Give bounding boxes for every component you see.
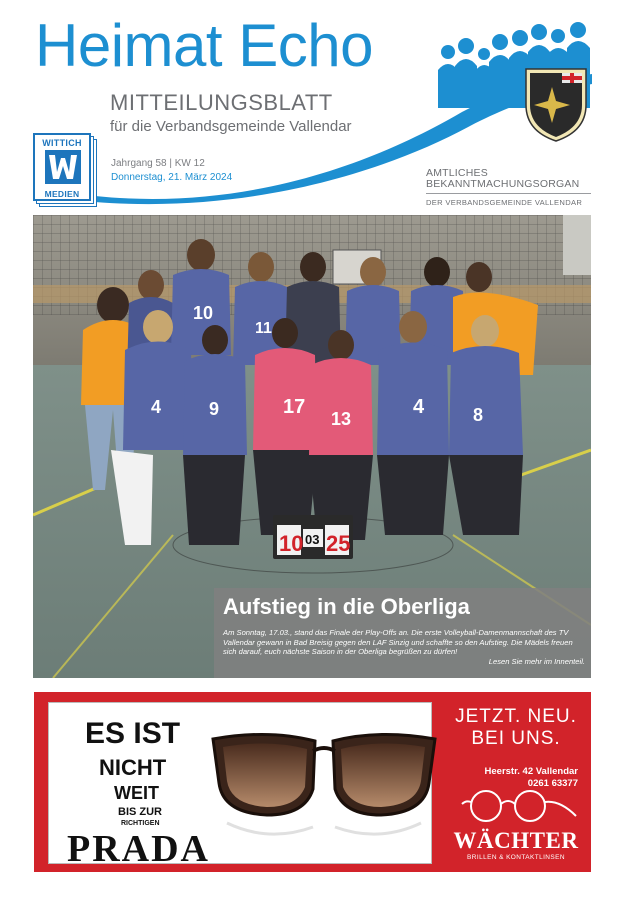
cover-caption xyxy=(223,628,585,666)
divider xyxy=(426,193,591,194)
ad-phone[interactable]: 0261 63377 xyxy=(527,778,578,789)
ad-headline-2: NICHT xyxy=(99,755,167,780)
score-left: 10 xyxy=(279,531,304,556)
jersey-number: 17 xyxy=(283,396,306,418)
jersey-number: 10 xyxy=(193,303,214,323)
masthead-subtitle-region: für die Verbandsgemeinde Vallendar xyxy=(110,118,352,135)
logo-text-top: WITTICH xyxy=(42,138,82,148)
official-organ-sub: DER VERBANDSGEMEINDE VALLENDAR xyxy=(426,198,583,207)
masthead-title: Heimat Echo xyxy=(35,12,373,79)
cover-caption-box xyxy=(214,588,591,678)
jersey-number: 4 xyxy=(413,396,425,418)
masthead-subtitle: MITTEILUNGSBLATT xyxy=(110,90,333,115)
cover-caption-text: Am Sonntag, 17.03., stand das Finale der Play-Offs an. Die erste Volleyball-Damenmannschaft des TV Vallendar gewann in Bad Breisig gegen den LAF Sinzig und schaffte so den Aufstieg. Die Mädels freuen sich darauf, euch nächste Saison in der Oberliga begrüßen zu dürfen! xyxy=(223,628,573,657)
jersey-number: 9 xyxy=(209,399,220,419)
ad-headline-5: RICHTIGEN xyxy=(121,820,160,827)
masthead xyxy=(0,0,625,215)
logo-text-bottom: MEDIEN xyxy=(44,189,80,199)
score-sets: 03 xyxy=(305,532,320,547)
ad-tagline-2: BEI UNS. xyxy=(471,728,561,749)
ad-headline-3: WEIT xyxy=(114,783,159,803)
eyeglasses-icon xyxy=(460,786,578,830)
w-mark-icon xyxy=(45,150,81,184)
ad-headline-4: BIS ZUR xyxy=(118,806,162,818)
official-line-1: AMTLICHES xyxy=(426,167,488,179)
issue-number: Jahrgang 58 | KW 12 xyxy=(111,158,205,169)
jersey-number: 11 xyxy=(255,320,272,337)
score-right: 25 xyxy=(326,531,351,556)
coat-of-arms-icon xyxy=(522,65,590,143)
issue-date: Donnerstag, 21. März 2024 xyxy=(111,172,233,183)
ad-right-panel xyxy=(446,700,586,868)
ad-headline-1: ES IST xyxy=(85,717,181,750)
ad-store-subtitle: BRILLEN & KONTAKTLINSEN xyxy=(467,854,565,861)
official-organ-label xyxy=(426,168,579,190)
scoreboard xyxy=(273,515,353,559)
wittich-medien-logo xyxy=(33,133,93,203)
ad-tagline xyxy=(446,706,586,750)
official-line-2: BEKANNTMACHUNGSORGAN xyxy=(426,178,580,190)
ad-brand-logo: PRADA xyxy=(67,828,210,870)
advertisement[interactable] xyxy=(34,692,591,872)
jersey-number: 4 xyxy=(151,397,162,417)
sunglasses-icon xyxy=(209,727,439,855)
cover-headline: Aufstieg in die Oberliga xyxy=(223,594,470,619)
jersey-number: 13 xyxy=(331,409,352,429)
ad-address: Heerstr. 42 Vallendar xyxy=(484,766,578,777)
jersey-number: 8 xyxy=(473,405,484,425)
ad-store-logo: WÄCHTER xyxy=(453,828,579,853)
ad-left-panel xyxy=(48,702,432,870)
ad-tagline-1: JETZT. NEU. xyxy=(455,706,577,727)
read-more-link[interactable]: Lesen Sie mehr im Innenteil. xyxy=(488,656,585,666)
